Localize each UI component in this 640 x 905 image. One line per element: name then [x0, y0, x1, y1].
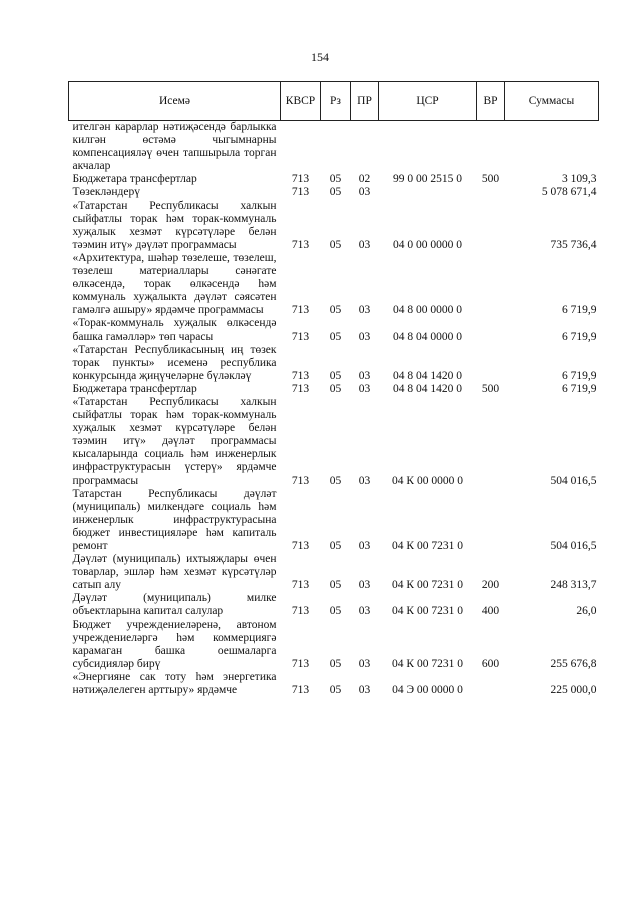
cell-pr: 03: [358, 684, 371, 697]
cell-sum: [505, 121, 599, 174]
cell-csr: 04 8 04 0000 0: [393, 330, 462, 343]
cell-vr: 600: [481, 657, 500, 670]
cell-sum: 6 719,9: [562, 369, 597, 382]
cell-kvsr: 713: [291, 474, 310, 487]
cell-rz: 05: [329, 540, 342, 552]
cell-name: Татарстан Республикасы дәүләт (муниципаль) милкендәге социаль һәм инженерлык инфраструктурасына бюджет инвестицияләре һәм капиталь ремонт: [72, 487, 277, 552]
column-header-kvsr: КВСР: [281, 82, 321, 121]
cell-sum: 6 719,9: [562, 330, 597, 343]
cell-vr: 500: [481, 173, 500, 186]
cell-pr: 03: [358, 330, 371, 343]
cell-name: Дәүләт (муниципаль) ихтыяҗлары өчен товарлар, эшләр һәм хезмәт күрсәтүләр сатып алу: [72, 553, 277, 592]
page-number: 154: [311, 50, 329, 64]
cell-csr: [379, 186, 477, 199]
cell-csr: 99 0 00 2515 0: [393, 173, 462, 186]
cell-sum: 735 736,4: [550, 238, 597, 251]
cell-name: «Энергияне сак тоту һәм энергетика нәтиҗәлелеген арттыру» ярдәмче: [72, 670, 277, 697]
cell-csr: 04 8 04 1420 0: [393, 369, 462, 382]
cell-sum: 6 719,9: [562, 382, 597, 395]
table-header: [69, 82, 599, 121]
table-row: [69, 383, 599, 396]
cell-kvsr: 713: [291, 238, 310, 251]
cell-rz: 05: [329, 605, 342, 618]
cell-sum: 26,0: [576, 605, 597, 618]
cell-rz: 05: [329, 382, 342, 395]
table-row: [69, 488, 599, 553]
table-row: [69, 553, 599, 592]
cell-vr: 200: [481, 579, 500, 592]
cell-vr: [477, 344, 505, 383]
cell-rz: 05: [329, 474, 342, 487]
cell-rz: 05: [329, 369, 342, 382]
cell-sum: 6 719,9: [562, 304, 597, 317]
cell-sum: 255 676,8: [550, 657, 597, 670]
cell-name: «Татарстан Республикасы халкын сыйфатлы торак һәм торак-коммуналь хуҗалык хезмәт күрсәтүләре белән тәэмин итү» дәүләт программасы: [72, 199, 277, 251]
table-row: [69, 671, 599, 697]
cell-csr: 04 Э 00 0000 0: [392, 684, 463, 697]
cell-kvsr: 713: [291, 540, 310, 552]
table-row: [69, 619, 599, 671]
table-row: [69, 252, 599, 317]
cell-csr: [379, 121, 477, 174]
cell-sum: 248 313,7: [550, 579, 597, 592]
cell-kvsr: 713: [291, 684, 310, 697]
cell-sum: 225 000,0: [550, 684, 597, 697]
cell-rz: [321, 121, 351, 174]
budget-table: [68, 81, 599, 697]
cell-name: «Архитектура, шәһәр төзелеше, төзелеш, төзелеш материаллары сәнәгате өлкәсендә, торак өлкәсендә һәм коммуналь хуҗалыкта дәүләт сәясәтен гамәлгә ашыру» ярдәмче программасы: [72, 251, 277, 317]
cell-vr: 500: [481, 382, 500, 395]
cell-rz: 05: [329, 304, 342, 317]
cell-name: «Торак-коммуналь хуҗалык өлкәсендә башка гамәлләр» төп чарасы: [72, 317, 277, 343]
cell-pr: 03: [358, 474, 371, 487]
cell-kvsr: 713: [291, 330, 310, 343]
cell-csr: 04 К 00 7231 0: [392, 605, 463, 618]
cell-name: «Татарстан Республикасы халкын сыйфатлы торак һәм торак-коммуналь хуҗалык хезмәт күрсәтүләре белән тәэмин итү» дәүләт программасы кысаларында социаль һәм инженерлык инфраструктурасын үстерү» ярдәмче программасы: [72, 395, 277, 487]
cell-kvsr: 713: [291, 657, 310, 670]
cell-rz: 05: [329, 238, 342, 251]
cell-vr: [477, 252, 505, 317]
cell-kvsr: 713: [291, 605, 310, 618]
cell-vr: [477, 488, 505, 553]
cell-sum: 5 078 671,4: [541, 186, 597, 199]
table-row: [69, 173, 599, 186]
column-header-name: Исемә: [69, 82, 281, 121]
cell-pr: 03: [358, 304, 371, 317]
cell-name: Бюджетара трансфертлар: [72, 382, 197, 395]
cell-kvsr: 713: [291, 173, 310, 186]
cell-rz: 05: [329, 579, 342, 592]
cell-pr: 03: [358, 186, 371, 199]
cell-rz: 05: [329, 186, 342, 199]
table-body: [69, 121, 599, 698]
cell-vr: [477, 671, 505, 697]
cell-name: ителгән карарлар нәтиҗәсендә барлыкка килгән өстәмә чыгымнарны компенсацияләү өчен тапшырыла торган акчалар: [72, 121, 277, 173]
cell-csr: 04 К 00 7231 0: [392, 579, 463, 592]
cell-pr: 03: [358, 238, 371, 251]
cell-sum: 504 016,5: [550, 474, 597, 487]
column-header-vr: ВР: [477, 82, 505, 121]
table-row: [69, 186, 599, 199]
cell-name: Бюджет учреждениеләренә, автоном учреждениеләргә һәм коммерциягә карамаган башка оешмаларга субсидияләр бирү: [72, 618, 277, 670]
cell-name: Дәүләт (муниципаль) милке объектларына капитал салулар: [72, 592, 277, 618]
cell-kvsr: 713: [291, 186, 310, 199]
cell-vr: [477, 121, 505, 174]
cell-kvsr: 713: [291, 304, 310, 317]
cell-sum: 3 109,3: [562, 173, 597, 186]
cell-kvsr: [281, 121, 321, 174]
cell-vr: [477, 396, 505, 488]
cell-csr: 04 К 00 7231 0: [392, 657, 463, 670]
cell-csr: 04 0 00 0000 0: [393, 238, 462, 251]
column-header-rz: Рз: [321, 82, 351, 121]
table-row: [69, 396, 599, 488]
cell-kvsr: 713: [291, 369, 310, 382]
column-header-csr: ЦСР: [379, 82, 477, 121]
table-row: [69, 121, 599, 174]
cell-rz: 05: [329, 173, 342, 186]
cell-vr: [477, 317, 505, 343]
table-row: [69, 200, 599, 252]
cell-kvsr: 713: [291, 579, 310, 592]
cell-csr: 04 К 00 7231 0: [392, 540, 463, 552]
table-row: [69, 317, 599, 343]
cell-rz: 05: [329, 657, 342, 670]
cell-csr: 04 8 04 1420 0: [393, 382, 462, 395]
cell-rz: 05: [329, 330, 342, 343]
column-header-pr: ПР: [351, 82, 379, 121]
column-header-sum: Суммасы: [505, 82, 599, 121]
cell-name: Бюджетара трансфертлар: [72, 173, 197, 186]
cell-sum: 504 016,5: [550, 540, 597, 552]
cell-rz: 05: [329, 684, 342, 697]
cell-pr: 03: [358, 657, 371, 670]
cell-kvsr: 713: [291, 382, 310, 395]
cell-vr: [477, 186, 505, 199]
cell-pr: 03: [358, 540, 371, 552]
cell-pr: 02: [358, 173, 371, 186]
cell-pr: 03: [358, 579, 371, 592]
cell-pr: 03: [358, 369, 371, 382]
cell-vr: [477, 200, 505, 252]
table-row: [69, 592, 599, 618]
table-row: [69, 344, 599, 383]
cell-name: Төзекләндерү: [72, 186, 140, 199]
cell-vr: 400: [481, 605, 500, 618]
cell-csr: 04 К 00 0000 0: [392, 474, 463, 487]
cell-pr: [351, 121, 379, 174]
cell-pr: 03: [358, 605, 371, 618]
cell-pr: 03: [358, 382, 371, 395]
cell-csr: 04 8 00 0000 0: [393, 304, 462, 317]
cell-name: «Татарстан Республикасының иң төзек торак пункты» исеменә республика конкурсында җиңүчеләрне бүләкләү: [72, 343, 277, 382]
